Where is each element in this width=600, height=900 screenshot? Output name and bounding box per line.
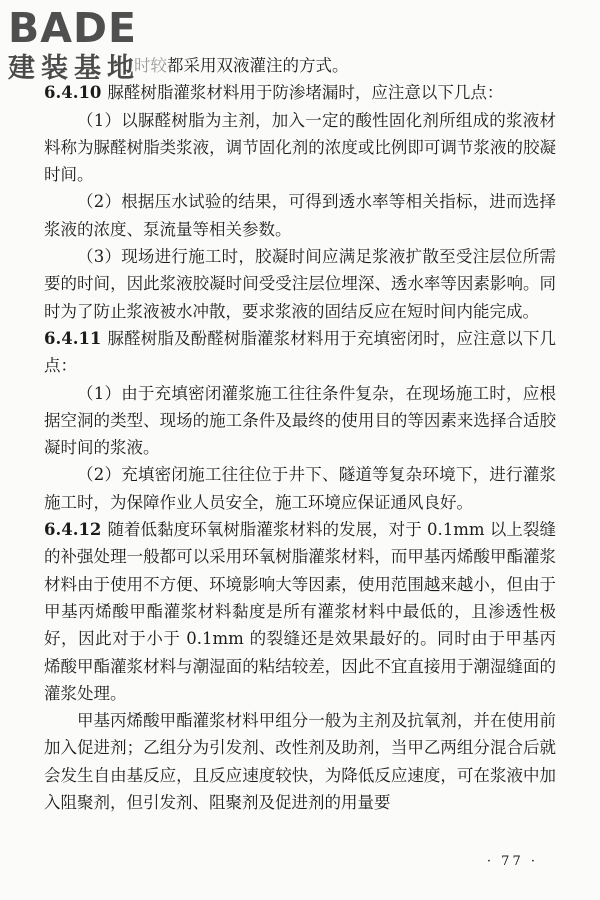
clause-item: （2）充填密闭施工往往位于井下、隧道等复杂环境下，进行灌浆施工时，为保障作业人员安全，施工环境应保证通风良好。 (44, 465, 556, 512)
page-number: · 77 · (486, 854, 538, 869)
opening-line-text: 都采用双液灌注的方式。 (167, 56, 349, 75)
clause-item: 甲基丙烯酸甲酯灌浆材料甲组分一般为主剂及抗氧剂，并在使用前加入促进剂；乙组分为引发剂、改性剂及助剂，当甲乙两组分混合后就会发生自由基反应，且反应速度较快，为降低反应速度，可在浆液中加入阻聚剂，但引发剂、阻聚剂及促进剂的用量要 (44, 711, 556, 813)
clause-6-4-10 (44, 79, 556, 106)
logo-brand-text: BADE (8, 4, 138, 52)
continuation-line (44, 52, 556, 79)
clause-item: （3）现场进行施工时，胶凝时间应满足浆液扩散至受注层位所需要的时间，因此浆液胶凝时间受受注层位埋深、透水率等因素影响。同时为了防止浆液被水冲散，要求浆液的固结反应在短时间内能完成。 (44, 247, 556, 321)
document-body (44, 52, 556, 816)
clause-number: 6.4.11 (44, 328, 102, 348)
clause-6-4-12 (44, 516, 556, 707)
clause-item: （1）由于充填密闭灌浆施工往往条件复杂，在现场施工时，应根据空洞的类型、现场的施工条件及最终的使用目的等因素来选择合适胶凝时间的浆液。 (44, 383, 556, 458)
clause-title: 随着低黏度环氧树脂灌浆材料的发展，对于 0.1mm 以上裂缝的补强处理一般都可以采用环氧树脂灌浆材料，而甲基丙烯酸甲酯灌浆材料由于使用不方便、环境影响大等因素，使用范围越来越小，但由于甲基丙烯酸甲酯灌浆材料黏度是所有灌浆材料中最低的，且渗透性极好，因此对于小于 0.1mm 的裂缝还是效果最好的。同时由于甲基丙烯酸甲酯灌浆材料与潮湿面的粘结较差，因此不宜直接用于潮湿缝面的灌浆处理。 (44, 520, 556, 703)
partial-text: 时较 (134, 56, 167, 75)
clause-title: 脲醛树脂及酚醛树脂灌浆材料用于充填密闭时，应注意以下几点： (44, 328, 556, 376)
clause-number: 6.4.10 (44, 83, 102, 103)
clause-6-4-11 (44, 325, 556, 380)
clause-title: 脲醛树脂灌浆材料用于防渗堵漏时，应注意以下几点： (107, 83, 504, 103)
clause-number: 6.4.12 (44, 520, 102, 540)
logo-subtitle-text: 建装基地 (8, 53, 140, 84)
clause-item: （1）以脲醛树脂为主剂，加入一定的酸性固化剂所组成的浆液材料称为脲醛树脂类浆液，调节固化剂的浓度或比例即可调节浆液的胶凝时间。 (44, 110, 556, 185)
clause-item: （2）根据压水试验的结果，可得到透水率等相关指标，进而选择浆液的浓度、泵流量等相关参数。 (44, 192, 556, 239)
